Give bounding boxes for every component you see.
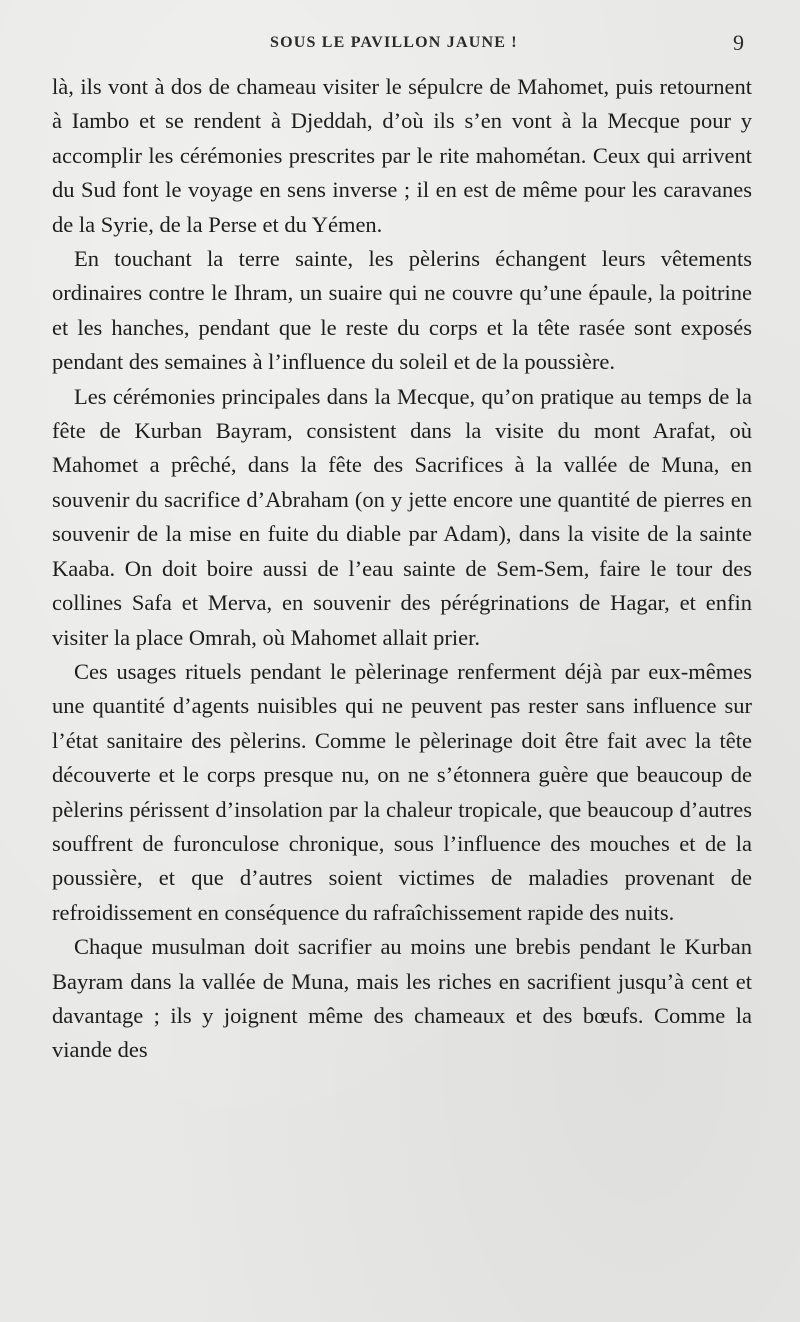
- running-title: SOUS LE PAVILLON JAUNE !: [270, 34, 518, 51]
- paragraph: En touchant la terre sainte, les pèlerins échangent leurs vêtements ordinaires contre le Ihram, un suaire qui ne couvre qu’une épaule, la poitrine et les hanches, pendant que le reste du corps et la tête rasée sont exposés pendant des semaines à l’influence du soleil et de la poussière.: [52, 246, 752, 375]
- paragraph: Les cérémonies principales dans la Mecque, qu’on pratique au temps de la fête de Kurban Bayram, consistent dans la visite du mont Arafat, où Mahomet a prêché, dans la fête des Sacrifices à la vallée de Muna, en souvenir du sacrifice d’Abraham (on y jette encore une quantité de pierres en souvenir de la mise en fuite du diable par Adam), dans la visite de la sainte Kaaba. On doit boire aussi de l’eau sainte de Sem-Sem, faire le tour des collines Safa et Merva, en souvenir des pérégrinations de Hagar, et enfin visiter la place Omrah, où Mahomet allait prier.: [52, 383, 752, 650]
- body-text: [52, 70, 752, 1068]
- paragraph: Ces usages rituels pendant le pèlerinage renferment déjà par eux-mêmes une quantité d’agents nuisibles qui ne peuvent pas rester sans influence sur l’état sanitaire des pèlerins. Comme le pèlerinage doit être fait avec la tête découverte et le corps presque nu, on ne s’étonnera guère que beaucoup de pèlerins périssent d’insolation par la chaleur tropicale, que beaucoup d’autres souffrent de furonculose chronique, sous l’influence des mouches et de la poussière, et que d’autres soient victimes de maladies provenant de refroidissement en conséquence du rafraîchissement rapide des nuits.: [52, 658, 752, 925]
- page-number: 9: [733, 30, 744, 55]
- paragraph: Chaque musulman doit sacrifier au moins une brebis pendant le Kurban Bayram dans la vallée de Muna, mais les riches en sacrifient jusqu’à cent et davantage ; ils y joignent même des chameaux et des bœufs. Comme la viande des: [52, 934, 752, 1063]
- paragraph-continued: là, ils vont à dos de chameau visiter le sépulcre de Mahomet, puis retournent à Iambo et se rendent à Djeddah, d’où ils s’en vont à la Mecque pour y accomplir les cérémonies prescrites par le rite mahométan. Ceux qui arrivent du Sud font le voyage en sens inverse ; il en est de même pour les caravanes de la Syrie, de la Perse et du Yémen.: [52, 74, 752, 237]
- running-head: [0, 32, 800, 60]
